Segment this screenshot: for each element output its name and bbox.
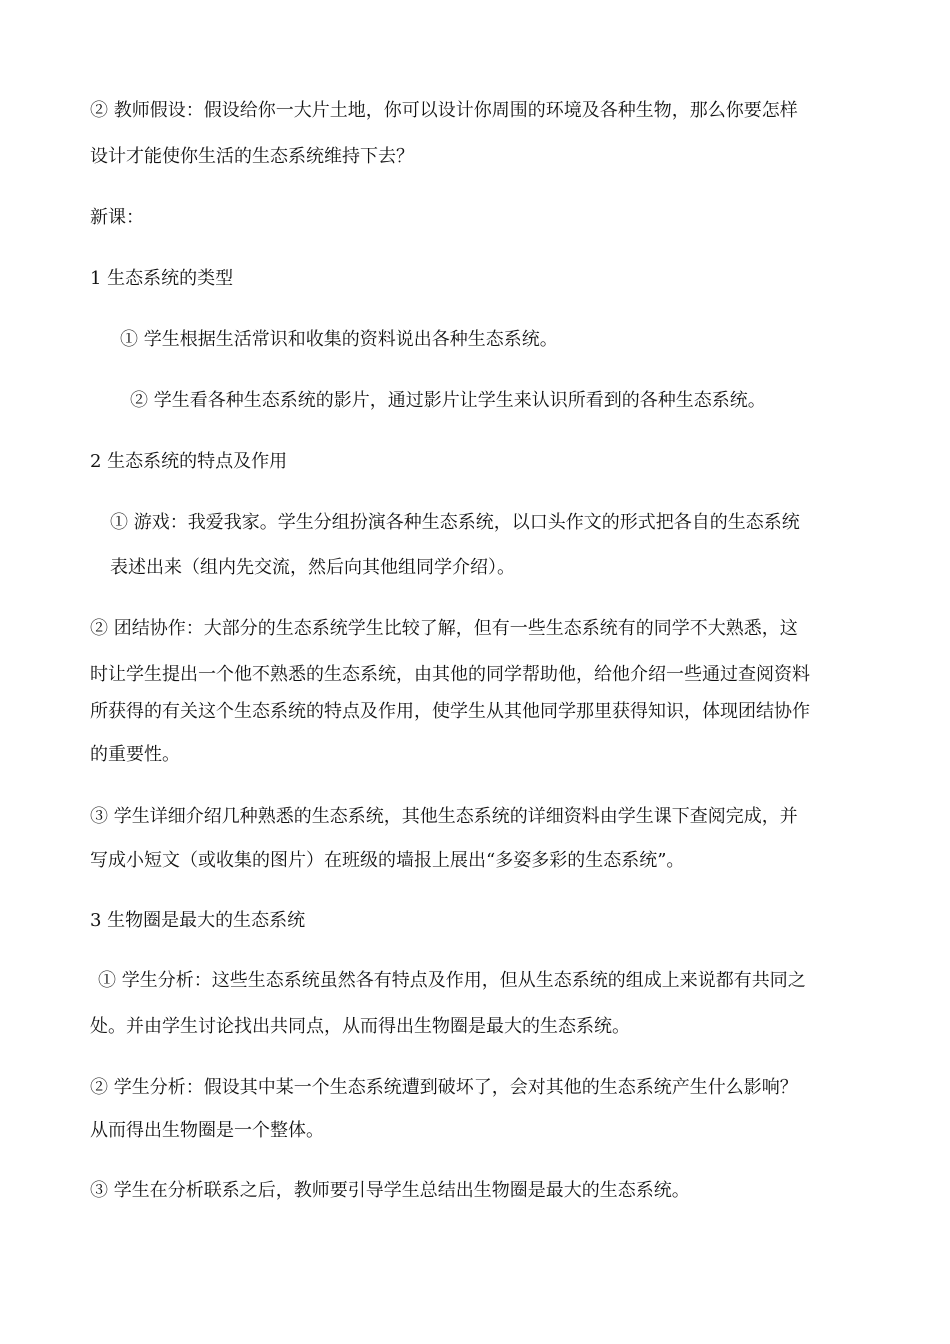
- paragraph-2-item-2-line2: 时让学生提出一个他不熟悉的生态系统，由其他的同学帮助他，给他介绍一些通过查阅资料: [90, 664, 810, 685]
- paragraph-2-item-2-line1: ② 团结协作：大部分的生态系统学生比较了解，但有一些生态系统有的同学不大熟悉，这: [90, 618, 798, 639]
- paragraph-3-item-2-line1: ② 学生分析：假设其中某一个生态系统遭到破坏了，会对其他的生态系统产生什么影响？: [90, 1077, 798, 1098]
- paragraph-3-item-2-line2: 从而得出生物圈是一个整体。: [90, 1120, 324, 1141]
- paragraph-teacher-hypothesis-line1: ② 教师假设：假设给你一大片土地，你可以设计你周围的环境及各种生物，那么你要怎样: [90, 100, 798, 121]
- heading-section-2: 2 生态系统的特点及作用: [90, 451, 288, 472]
- paragraph-2-item-3-line2: 写成小短文（或收集的图片）在班级的墙报上展出“多姿多彩的生态系统”。: [90, 850, 685, 871]
- paragraph-1-item-1: ① 学生根据生活常识和收集的资料说出各种生态系统。: [120, 329, 558, 350]
- paragraph-2-item-1-line1: ① 游戏：我爱我家。学生分组扮演各种生态系统，以口头作文的形式把各自的生态系统: [110, 512, 800, 533]
- paragraph-3-item-1-line2: 处。并由学生讨论找出共同点，从而得出生物圈是最大的生态系统。: [90, 1016, 630, 1037]
- paragraph-3-item-3: ③ 学生在分析联系之后，教师要引导学生总结出生物圈是最大的生态系统。: [90, 1180, 690, 1201]
- heading-section-1: 1 生态系统的类型: [90, 268, 234, 289]
- paragraph-2-item-2-line4: 的重要性。: [90, 744, 180, 765]
- paragraph-2-item-1-line2: 表述出来（组内先交流，然后向其他组同学介绍）。: [110, 557, 515, 578]
- paragraph-1-item-2: ② 学生看各种生态系统的影片，通过影片让学生来认识所看到的各种生态系统。: [130, 390, 766, 411]
- paragraph-3-item-1-line1: ① 学生分析：这些生态系统虽然各有特点及作用，但从生态系统的组成上来说都有共同之: [98, 970, 806, 991]
- heading-new-lesson: 新课：: [90, 207, 144, 228]
- paragraph-2-item-3-line1: ③ 学生详细介绍几种熟悉的生态系统，其他生态系统的详细资料由学生课下查阅完成，并: [90, 806, 798, 827]
- paragraph-2-item-2-line3: 所获得的有关这个生态系统的特点及作用，使学生从其他同学那里获得知识，体现团结协作: [90, 701, 810, 722]
- heading-section-3: 3 生物圈是最大的生态系统: [90, 910, 306, 931]
- paragraph-teacher-hypothesis-line2: 设计才能使你生活的生态系统维持下去？: [90, 146, 414, 167]
